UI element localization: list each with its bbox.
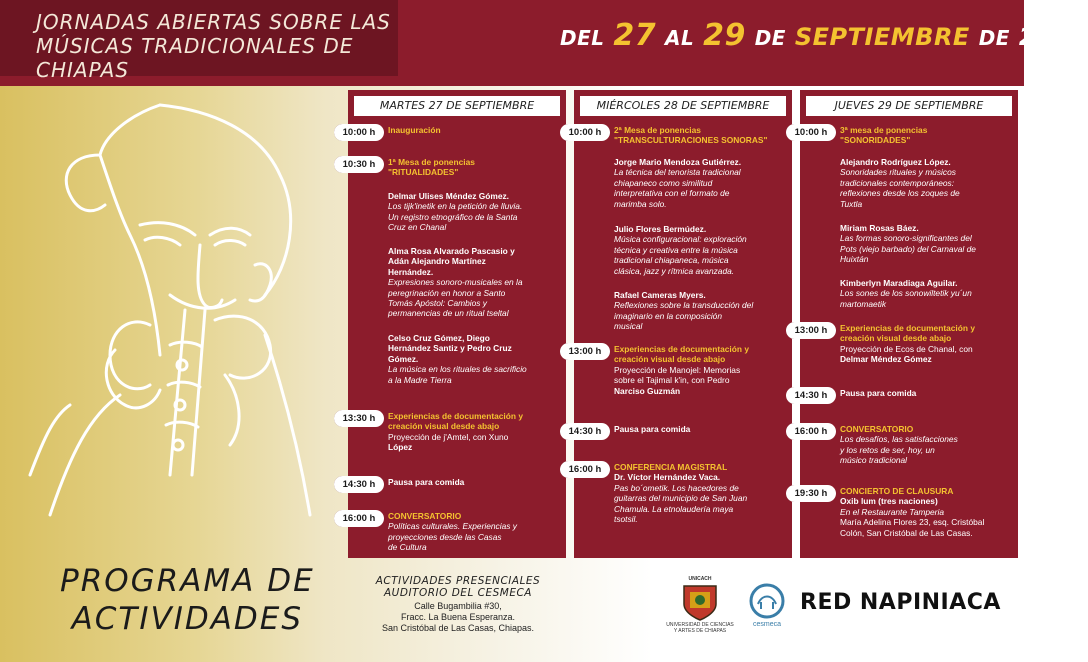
event-item (840, 424, 1016, 466)
event-line: martomaetik (840, 298, 887, 309)
event-line: Hernández Santiz y Pedro Cruz (388, 343, 512, 354)
event-line: Experiencias de documentación y (388, 411, 523, 421)
unicach-name-line-1: UNIVERSIDAD DE CIENCIAS (666, 622, 734, 628)
event-line: creación visual desde abajo (840, 333, 952, 344)
event-line: Dr. Víctor Hernández Vaca. (614, 472, 721, 483)
event-line: CONCIERTO DE CLAUSURA (840, 486, 954, 496)
event-line: músico tradicional (840, 455, 908, 466)
event-item (614, 462, 790, 524)
event-line: Hernández. (388, 266, 434, 277)
event-item (614, 125, 790, 146)
event-item (388, 157, 564, 178)
dates-day1: 27 (613, 18, 657, 53)
event-line: chiapaneco como similitud (614, 177, 713, 188)
event-line: Celso Cruz Gómez, Diego (388, 333, 490, 343)
title-line-2: MÚSICAS TRADICIONALES DE CHIAPAS (36, 34, 354, 82)
venue-info (358, 575, 558, 634)
event-line: En el Restaurante Tamperia (840, 506, 944, 517)
event-item (840, 486, 1016, 538)
event-line: Alejandro Rodríguez López. (840, 157, 951, 167)
event-line: "RITUALIDADES" (388, 167, 459, 178)
event-line: Proyección de j'Amtel, con Xuno (388, 431, 509, 442)
event-line: permanencias de un ritual tseltal (388, 308, 509, 319)
event-line: tradicional chiapaneca, música (614, 255, 729, 266)
event-line: Políticas culturales. Experiencias y (388, 521, 517, 532)
event-line: musical (614, 321, 643, 332)
event-line: Pots (viejo barbado) del Carnaval de (840, 243, 976, 254)
event-line: "TRANSCULTURACIONES SONORAS" (614, 135, 768, 146)
event-item (840, 125, 1016, 146)
event-line: Delmar Ulises Méndez Gómez. (388, 191, 510, 201)
event-line: Los desafíos, las satisfacciones (840, 434, 958, 445)
event-line: tradicionales contemporáneos: (840, 177, 955, 188)
red-napiniaca-logo: RED NAPINIACA (800, 590, 1001, 615)
event-line: Adán Alejandro Martínez (388, 256, 486, 267)
event-line: reflexiones desde los zoques de (840, 188, 960, 199)
program-title (60, 562, 315, 638)
event-line: Delmar Méndez Gómez (840, 354, 932, 365)
event-line: Sonoridades rituales y músicos (840, 167, 956, 178)
event-line: Pausa para comida (614, 424, 691, 434)
unicach-top-text: UNICACH (688, 576, 712, 582)
event-title (36, 10, 398, 82)
time-badge: 10:00 h (560, 124, 610, 141)
event-line: Miriam Rosas Báez. (840, 223, 919, 233)
unicach-name-line-2: Y ARTES DE CHIAPAS (673, 628, 727, 634)
event-line: creación visual desde abajo (614, 354, 726, 365)
event-line: CONFERENCIA MAGISTRAL (614, 462, 728, 472)
event-line: Los sones de los sonowiltetik yu´un (840, 288, 972, 299)
event-line: Proyección de Manojel: Memorias (614, 364, 741, 375)
event-item (388, 125, 564, 135)
event-line: clásica, jazz y rítmica avanzada. (614, 265, 735, 276)
event-line: Pas bo´ometik. Los hacedores de (614, 482, 739, 493)
dates-al: AL (664, 26, 695, 50)
dates-year: 2022 (1018, 23, 1088, 51)
cesmeca-logo-icon (748, 582, 786, 620)
musician-illustration (10, 95, 340, 525)
event-item (614, 290, 790, 332)
event-item (388, 333, 564, 385)
title-line-1: JORNADAS ABIERTAS SOBRE LAS (36, 10, 391, 34)
event-line: tsotsil. (614, 514, 638, 525)
event-line: Narciso Guzmán (614, 385, 681, 396)
venue-title-1: ACTIVIDADES PRESENCIALES (375, 575, 541, 587)
title-box (0, 0, 398, 82)
event-line: Reflexiones sobre la transducción del (614, 300, 754, 311)
event-line: creación visual desde abajo (388, 421, 500, 432)
dates-month: SEPTIEMBRE (794, 23, 970, 51)
event-line: CONVERSATORIO (840, 424, 914, 434)
unicach-shield-icon (680, 582, 720, 622)
event-item (840, 223, 1016, 265)
event-line: CONVERSATORIO (388, 511, 462, 521)
time-badge: 16:00 h (786, 423, 836, 440)
venue-address-3: San Cristóbal de Las Casas, Chiapas. (381, 623, 535, 633)
event-line: Huixtán (840, 254, 869, 265)
event-line: Inauguración (388, 125, 441, 135)
event-line: peregrinación en honor a Santo (388, 287, 506, 298)
event-line: imaginario en la composición (614, 310, 722, 321)
event-line: Gómez. (388, 353, 419, 364)
event-line: Tomás Apóstol: Cambios y (388, 298, 487, 309)
time-badge: 14:30 h (560, 423, 610, 440)
event-line: de Cultura (388, 542, 427, 553)
dates-day2: 29 (703, 18, 746, 53)
event-line: Experiencias de documentación y (840, 323, 975, 333)
event-line: Pausa para comida (840, 388, 917, 398)
event-line: "SONORIDADES" (840, 135, 911, 146)
time-badge: 13:30 h (334, 410, 384, 427)
event-line: Un registro etnográfico de la Santa (388, 211, 518, 222)
event-line: María Adelina Flores 23, esq. Cristóbal (840, 517, 985, 528)
event-item (840, 388, 1016, 398)
program-line-2: ACTIVIDADES (71, 601, 304, 637)
event-item (614, 157, 790, 209)
event-item (614, 424, 790, 434)
time-badge: 14:30 h (334, 476, 384, 493)
event-line: Expresiones sonoro-musicales en la (388, 277, 523, 288)
time-badge: 10:00 h (334, 124, 384, 141)
event-line: Kimberlyn Maradiaga Aguilar. (840, 278, 958, 288)
event-line: y los retos de ser, hoy, un (840, 444, 935, 455)
event-line: Experiencias de documentación y (614, 344, 749, 354)
day-header: MIÉRCOLES 28 DE SEPTIEMBRE (580, 96, 786, 116)
time-badge: 13:00 h (560, 343, 610, 360)
event-line: marimba solo. (614, 198, 667, 209)
event-line: Julio Flores Bermúdez. (614, 224, 707, 234)
event-item (840, 157, 1016, 209)
venue-address-1: Calle Bugambilia #30, (414, 601, 502, 611)
date-range (560, 18, 1088, 53)
event-line: La técnica del tenorista tradicional (614, 167, 741, 178)
event-line: técnica y creativa entre la música (614, 244, 738, 255)
time-badge: 10:30 h (334, 156, 384, 173)
event-item (388, 411, 564, 453)
event-line: Colón, San Cristóbal de Las Casas. (840, 527, 973, 538)
time-badge: 13:00 h (786, 322, 836, 339)
time-badge: 16:00 h (560, 461, 610, 478)
time-badge: 16:00 h (334, 510, 384, 527)
event-line: Proyección de Ecos de Chanal, con (840, 343, 973, 354)
unicach-name (664, 622, 736, 634)
event-line: López (388, 442, 413, 453)
dates-de2: DE (978, 26, 1010, 50)
time-badge: 19:30 h (786, 485, 836, 502)
event-line: Música configuracional: exploración (614, 234, 747, 245)
event-line: Chamula. La etnolaudería maya (614, 503, 734, 514)
venue-address (358, 601, 558, 634)
event-line: 1ª Mesa de ponencias (388, 157, 475, 167)
cesmeca-name: cesmeca (752, 621, 781, 628)
event-line: Cruz en Chanal (388, 222, 447, 233)
event-item (388, 511, 564, 553)
program-line-1: PROGRAMA DE (60, 563, 315, 599)
event-item (614, 344, 790, 396)
venue-title-2: AUDITORIO DEL CESMECA (384, 587, 532, 599)
event-line: sobre el Tajimal k'in, con Pedro (614, 375, 730, 386)
event-line: interpretativa con el formato de (614, 188, 730, 199)
event-line: Pausa para comida (388, 477, 465, 487)
event-line: Las formas sonoro-significantes del (840, 233, 972, 244)
event-line: Rafael Cameras Myers. (614, 290, 706, 300)
event-line: La música en los rituales de sacrificio (388, 364, 527, 375)
time-badge: 10:00 h (786, 124, 836, 141)
event-line: a la Madre Tierra (388, 374, 452, 385)
day-header: JUEVES 29 DE SEPTIEMBRE (806, 96, 1012, 116)
dates-del: DEL (560, 26, 605, 50)
event-item (614, 224, 790, 276)
event-item (840, 278, 1016, 309)
event-item (388, 191, 564, 233)
time-badge: 14:30 h (786, 387, 836, 404)
venue-address-2: Fracc. La Buena Esperanza. (400, 612, 516, 622)
event-line: Jorge Mario Mendoza Gutiérrez. (614, 157, 742, 167)
event-item (388, 246, 564, 319)
event-item (840, 323, 1016, 365)
event-line: Tuxtla (840, 198, 863, 209)
event-item (388, 477, 564, 487)
day-header: MARTES 27 DE SEPTIEMBRE (354, 96, 560, 116)
event-line: 3ª mesa de ponencias (840, 125, 928, 135)
event-line: Los tijk'inetik en la petición de lluvia. (388, 201, 523, 212)
event-line: guitarras del municipio de San Juan (614, 493, 748, 504)
event-line: Oxib lum (tres naciones) (840, 496, 938, 507)
event-line: 2ª Mesa de ponencias (614, 125, 701, 135)
event-line: proyecciones desde las Casas (388, 531, 502, 542)
event-line: Alma Rosa Alvarado Pascasio y (388, 246, 515, 256)
dates-de1: DE (754, 26, 786, 50)
